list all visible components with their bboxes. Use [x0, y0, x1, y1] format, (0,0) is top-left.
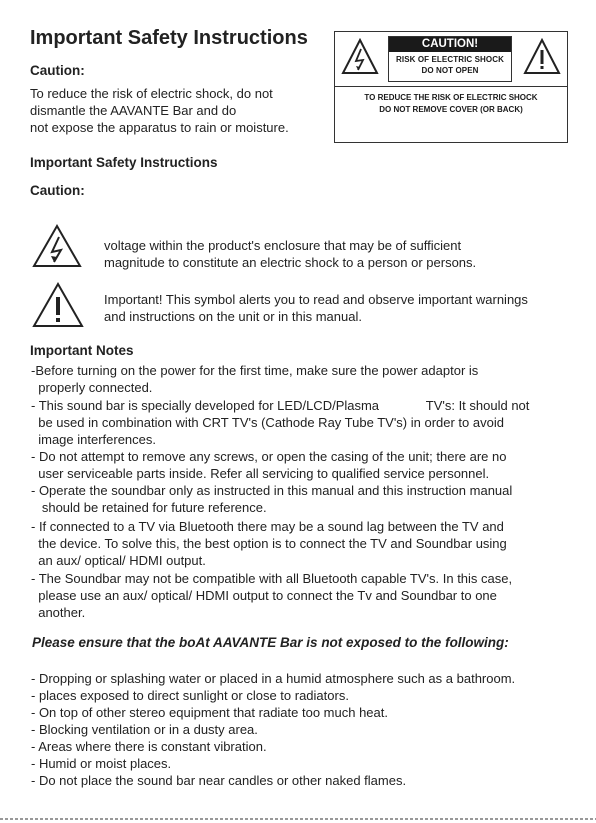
caution-line: not expose the apparatus to rain or moisture.	[30, 120, 289, 135]
note-line: another.	[31, 605, 86, 620]
warning-note: DO NOT REMOVE COVER (OR BACK)	[379, 105, 523, 114]
exposure-item: - Do not place the sound bar near candles or other naked flames.	[31, 773, 407, 788]
risk-line: DO NOT OPEN	[421, 66, 479, 75]
exclamation-symbol-text: and instructions on the unit or in this manual.	[104, 309, 362, 324]
caution-heading: Caution:	[30, 183, 85, 198]
exclamation-symbol-text: Important! This symbol alerts you to read and observe important warnings	[104, 292, 528, 307]
exposure-item: - Humid or moist places.	[31, 756, 172, 771]
warning-note: TO REDUCE THE RISK OF ELECTRIC SHOCK	[364, 93, 538, 102]
note-line: -Before turning on the power for the first time, make sure the power adaptor is	[31, 363, 479, 378]
note-line: should be retained for future reference.	[31, 500, 267, 515]
caution-line: dismantle the AAVANTE Bar and do	[30, 103, 237, 118]
note-line: image interferences.	[31, 432, 157, 447]
exposure-item: - Blocking ventilation or in a dusty area.	[31, 722, 258, 737]
note-line: - Do not attempt to remove any screws, or open the casing of the unit; there are no	[31, 449, 507, 464]
note-line: be used in combination with CRT TV's (Cathode Ray Tube TV's) in order to avoid	[31, 415, 504, 430]
note-line: - The Soundbar may not be compatible with all Bluetooth capable TV's. In this case,	[31, 571, 513, 586]
lightning-symbol-text: voltage within the product's enclosure that may be of sufficient	[104, 238, 462, 253]
lightning-symbol-icon	[32, 224, 82, 268]
warning-divider	[335, 86, 567, 87]
note-line: the device. To solve this, the best option is to connect the TV and Soundbar using	[31, 536, 507, 551]
exposure-item: - Areas where there is constant vibration.	[31, 739, 267, 754]
notes-heading: Important Notes	[30, 343, 134, 358]
exposure-item: - Dropping or splashing water or placed in a humid atmosphere such as a bathroom.	[31, 671, 516, 686]
exposure-item: - places exposed to direct sunlight or close to radiators.	[31, 688, 349, 703]
exclamation-warning-icon	[523, 38, 561, 76]
note-line: user serviceable parts inside. Refer all servicing to qualified service personnel.	[31, 466, 490, 481]
caution-label: CAUTION!	[389, 37, 511, 52]
exposure-item: - On top of other stereo equipment that radiate too much heat.	[31, 705, 388, 720]
page-edge-rule	[0, 818, 596, 820]
note-line: an aux/ optical/ HDMI output.	[31, 553, 206, 568]
exposure-heading: Please ensure that the boAt AAVANTE Bar is not exposed to the following:	[32, 635, 509, 650]
caution-heading: Caution:	[30, 63, 85, 78]
caution-line: To reduce the risk of electric shock, do not	[30, 86, 273, 101]
page-title: Important Safety Instructions	[30, 27, 308, 49]
note-line: - If connected to a TV via Bluetooth there may be a sound lag between the TV and	[31, 519, 504, 534]
section-heading: Important Safety Instructions	[30, 155, 218, 170]
electric-shock-warning-label	[334, 31, 568, 143]
note-line: please use an aux/ optical/ HDMI output to connect the Tv and Soundbar to one	[31, 588, 497, 603]
risk-line: RISK OF ELECTRIC SHOCK	[396, 55, 504, 64]
exclamation-symbol-icon	[32, 282, 84, 328]
lightning-symbol-text: magnitude to constitute an electric shock to a person or persons.	[104, 255, 477, 270]
note-line: - Operate the soundbar only as instructed in this manual and this instruction manual	[31, 483, 513, 498]
caution-band	[388, 36, 512, 82]
note-line: - This sound bar is specially developed for LED/LCD/Plasma TV's: It should not	[31, 398, 530, 413]
note-line: properly connected.	[31, 380, 153, 395]
lightning-warning-icon	[341, 38, 379, 76]
